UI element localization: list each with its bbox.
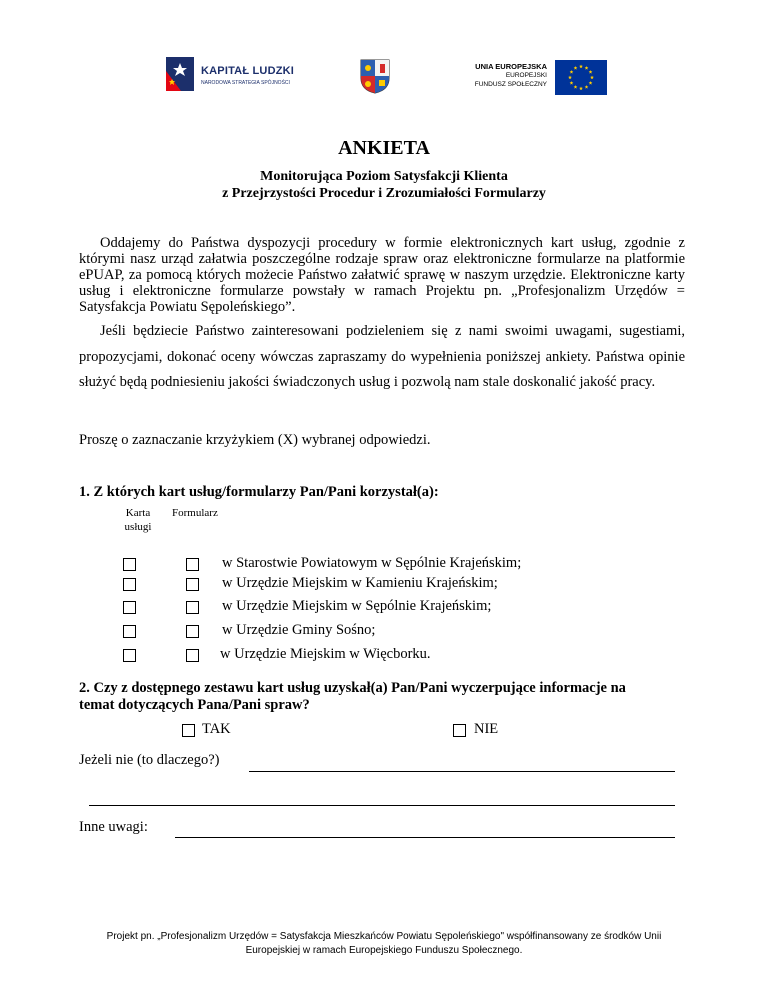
page-title: ANKIETA [338, 137, 430, 159]
question-1-title: 1. Z których kart usług/formularzy Pan/Pani korzystał(a): [79, 484, 439, 500]
column-header-card-line-1: Karta [125, 507, 151, 519]
checkbox-card-kamien[interactable] [123, 578, 136, 591]
checkbox-card-sepolno[interactable] [123, 601, 136, 614]
why-label: Jeżeli nie (to dlaczego?) [79, 752, 220, 768]
coat-of-arms-icon [359, 58, 391, 94]
kapital-ludzki-title: KAPITAŁ LUDZKI [201, 65, 295, 77]
subtitle-line-2: z Przejrzystości Procedur i Zrozumiałości Formularzy [222, 186, 546, 201]
footer-line-1: Projekt pn. „Profesjonalizm Urzędów = Satysfakcja Mieszkańców Powiatu Sępoleńskiego" współfinansowany ze środków Unii [106, 931, 662, 942]
checkbox-card-wiecbork[interactable] [123, 649, 136, 662]
footer-line-2: Europejskiej w ramach Europejskiego Funduszu Społecznego. [245, 945, 523, 956]
question-2-title-line-2: temat dotyczących Pana/Pani spraw? [79, 697, 310, 713]
checkbox-yes[interactable] [182, 724, 195, 737]
eu-logo-text [452, 62, 547, 89]
coat-of-arms-logo [359, 58, 391, 94]
eu-line-1: UNIA EUROPEJSKA [475, 62, 547, 71]
option-kamien: w Urzędzie Miejskim w Kamieniu Krajeńskim; [222, 575, 498, 591]
intro-paragraph-2: Jeśli będziecie Państwo zainteresowani podzieleniem się z nami swoimi uwagami, sugestiami, propozycjami, dokonać oceny wówczas zapraszamy do wypełnienia poniższej ankiety. Państwa opinie służyć będą podniesieniu jakości świadczonych usług i pozwolą nam stale doskonalić jakość pracy. [79, 323, 685, 390]
checkbox-card-sosno[interactable] [123, 625, 136, 638]
option-starostwo: w Starostwie Powiatowym w Sępólnie Krajeńskim; [222, 555, 522, 571]
column-header-card [118, 506, 158, 534]
kapital-ludzki-subtitle: NARODOWA STRATEGIA SPÓJNOŚCI [201, 80, 290, 86]
instruction-text: Proszę o zaznaczanie krzyżykiem (X) wybranej odpowiedzi. [79, 432, 431, 448]
label-yes: TAK [202, 721, 231, 737]
intro-paragraph-1: Oddajemy do Państwa dyspozycji procedury w formie elektronicznych kart usług, zgodnie z którymi nasz urząd załatwia poszczególne rodzaje spraw oraz elektroniczne formularze na platformie ePUAP, za pomocą których możecie Państwo załatwić sprawę w naszym urzędzie. Elektroniczne karty usług i elektroniczne formularze powstały w ramach Projektu pn. „Profesjonalizm Urzędów = Satysfakcja Powiatu Sępoleńskiego”. [79, 235, 685, 315]
label-no: NIE [474, 721, 499, 737]
checkbox-form-kamien[interactable] [186, 578, 199, 591]
option-wiecbork: w Urzędzie Miejskim w Więcborku. [220, 646, 431, 662]
eu-line-2: EUROPEJSKI [505, 72, 547, 79]
question-2-title-line-1: 2. Czy z dostępnego zestawu kart usług uzyskał(a) Pan/Pani wyczerpujące informacje na [79, 680, 626, 696]
eu-flag [555, 60, 607, 95]
option-sosno: w Urzędzie Gminy Sośno; [222, 622, 376, 638]
remarks-answer-line[interactable] [175, 837, 675, 838]
subtitle-line-1: Monitorująca Poziom Satysfakcji Klienta [260, 169, 508, 184]
why-answer-line-2[interactable] [89, 805, 675, 806]
option-sepolno: w Urzędzie Miejskim w Sępólnie Krajeńskim; [222, 598, 492, 614]
column-header-form: Formularz [172, 507, 218, 519]
why-answer-line-1[interactable] [249, 771, 675, 772]
checkbox-form-starostwo[interactable] [186, 558, 199, 571]
checkbox-form-wiecbork[interactable] [186, 649, 199, 662]
checkbox-form-sepolno[interactable] [186, 601, 199, 614]
checkbox-form-sosno[interactable] [186, 625, 199, 638]
checkbox-no[interactable] [453, 724, 466, 737]
eu-line-3: FUNDUSZ SPOŁECZNY [474, 81, 547, 88]
kapital-ludzki-logo [163, 55, 303, 95]
kapital-ludzki-emblem-icon [163, 55, 197, 93]
remarks-label: Inne uwagi: [79, 819, 148, 835]
column-header-card-line-2: usługi [124, 521, 152, 533]
page-footer [60, 930, 708, 958]
eu-flag-icon [555, 60, 607, 95]
checkbox-card-starostwo[interactable] [123, 558, 136, 571]
